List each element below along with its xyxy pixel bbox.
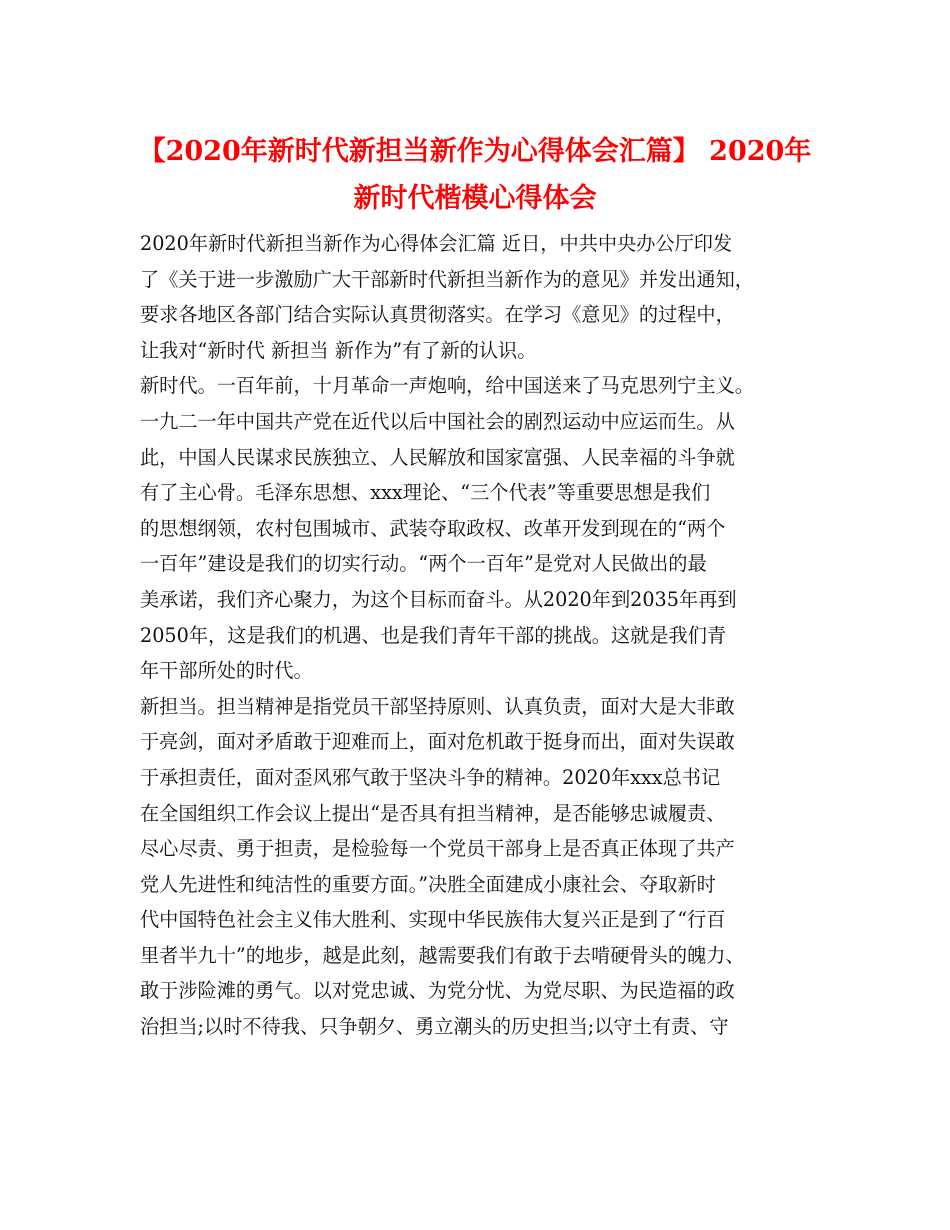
body-line: 治担当;以时不待我、只争朝夕、勇立潮头的历史担当;以守土有责、守	[140, 1015, 729, 1039]
body-line: 一百年”建设是我们的切实行动。“两个一百年”是党对人民做出的最	[140, 552, 707, 576]
body-line: 了《关于进一步激励广大干部新时代新担当新作为的意见》并发出通知，	[140, 267, 754, 291]
body-line: 党人先进性和纯洁性的重要方面。”决胜全面建成小康社会、夺取新时	[140, 872, 716, 896]
body-line: 2050年，这是我们的机遇、也是我们青年干部的挑战。这就是我们青	[140, 623, 727, 647]
body-line: 要求各地区各部门结合实际认真贯彻落实。在学习《意见》的过程中，	[140, 303, 735, 327]
body-line: 新担当。担当精神是指党员干部坚持原则、认真负责，面对大是大非敢	[140, 694, 735, 718]
document-body	[140, 226, 830, 1045]
body-line: 一九二一年中国共产党在近代以后中国社会的剧烈运动中应运而生。从	[140, 409, 735, 433]
body-line: 尽心尽责、勇于担责，是检验每一个党员干部身上是否真正体现了共产	[140, 837, 735, 861]
body-line: 代中国特色社会主义伟大胜利、实现中华民族伟大复兴正是到了“行百	[140, 908, 726, 932]
body-line: 此，中国人民谋求民族独立、人民解放和国家富强、人民幸福的斗争就	[140, 445, 735, 469]
body-line: 年干部所处的时代。	[140, 659, 313, 683]
body-line: 在全国组织工作会议上提出“是否具有担当精神，是否能够忠诚履责、	[140, 801, 726, 825]
document-title-line-2: 新时代楷模心得体会	[353, 183, 597, 214]
body-line: 美承诺，我们齐心聚力，为这个目标而奋斗。从2020年到2035年再到	[140, 587, 737, 611]
body-line: 新时代。一百年前，十月革命一声炮响，给中国送来了马克思列宁主义。	[140, 374, 754, 398]
body-line: 于亮剑，面对矛盾敢于迎难而上，面对危机敢于挺身而出，面对失误敢	[140, 730, 735, 754]
body-line: 2020年新时代新担当新作为心得体会汇篇 近日，中共中央办公厅印发	[140, 232, 733, 255]
body-line: 让我对“新时代 新担当 新作为”有了新的认识。	[140, 338, 537, 362]
document-title-line-1: 【2020年新时代新担当新作为心得体会汇篇】 2020年	[138, 136, 812, 167]
body-line: 于承担责任，面对歪风邪气敢于坚决斗争的精神。2020年xxx总书记	[140, 765, 721, 789]
body-line: 里者半九十”的地步，越是此刻，越需要我们有敢于去啃硬骨头的魄力、	[140, 943, 745, 967]
body-line: 有了主心骨。毛泽东思想、xxx理论、“三个代表”等重要思想是我们	[140, 481, 711, 505]
body-line: 的思想纲领，农村包围城市、武装夺取政权、改革开发到现在的“两个	[140, 516, 726, 540]
body-line: 敢于涉险滩的勇气。以对党忠诚、为党分忧、为党尽职、为民造福的政	[140, 979, 735, 1003]
